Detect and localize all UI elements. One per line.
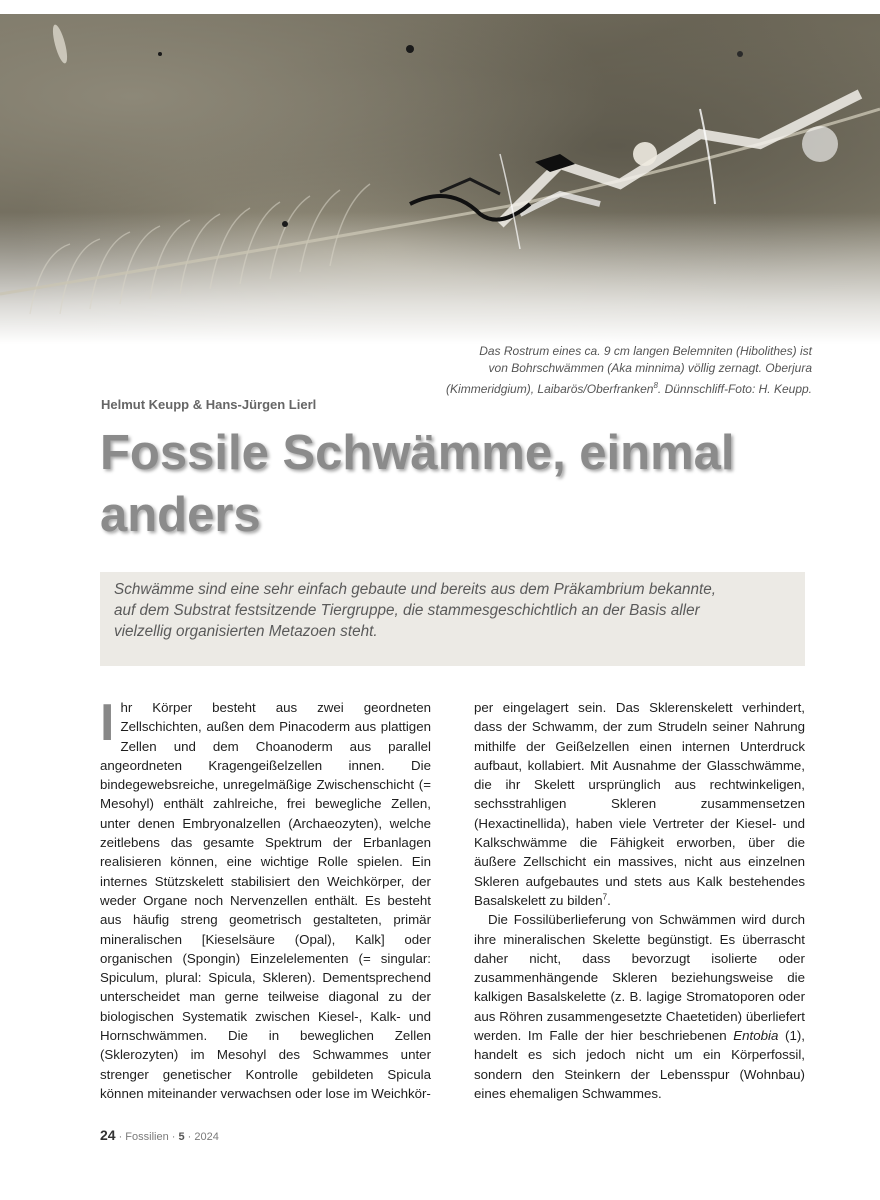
footnote-ref-7: 7 — [602, 892, 608, 902]
caption-line-1: Das Rostrum eines ca. 9 cm langen Belemniten (Hibolithes) ist — [479, 344, 812, 358]
issue-number: 5 — [178, 1131, 185, 1143]
photo-caption — [380, 343, 812, 398]
header-photo — [0, 14, 880, 344]
taxon-entobia: Entobia — [733, 1028, 779, 1044]
caption-line-3: (Kimmeridgium), Laibarös/Oberfranken$^8$. Dünnschliff-Foto: H. Keupp. — [446, 381, 812, 396]
belemnite-rostrum-image — [0, 14, 880, 344]
page-number: 24 — [100, 1127, 116, 1143]
lead-line-3: vielzellig organisierten Metazoen steht. — [114, 623, 378, 640]
body-paragraph-1-end: per eingelagert sein. Das Sklerenskelett verhindert, dass der Schwamm, der zum Strudeln seiner Nahrung mithilfe der Geißelzellen einen internen Unterdruck aufbaut, kollabiert. Mit Ausnahme der Glasschwämme, die ihr Skelett ursprünglich aus rechtwinkeligen, sechsstrahligen Skleren zusammensetzen (Hexactinellida), haben viele Vertreter der Kiesel- und Kalkschwämme die Fähigkeit erworben, über die äußere Zellschicht ein massives, nicht aus einzelnen Skleren aufgebautes und stets aus Kalk bestehendes Basalskelett zu bilden$^7$. — [474, 700, 805, 908]
figure-ref-1: (1) — [778, 1028, 802, 1044]
title-line-2: anders — [100, 488, 261, 542]
lead-line-1: Schwämme sind eine sehr einfach gebaute und bereits aus dem Präkambrium bekannte, — [114, 581, 717, 598]
body-paragraph-2: Die Fossilüberlieferung von Schwämmen wird durch ihre mineralischen Skelette begünstigt. Es überrascht daher nicht, dass bevorzugt isolierte oder zusammenhängende Skleren beziehungsweise die kalkigen Basalskelette (z. B. lagige Stromatoporen oder aus Röhren zusammengesetzte Chaetetiden) überliefert werden. Im Falle der hier beschriebenen Entobia (1), handelt es sich jedoch nicht um ein Körperfossil, sondern den Steinkern der Lebensspur (Wohnbau) eines ehemaligen Schwammes. — [474, 912, 805, 1101]
body-column-right — [474, 698, 805, 1103]
lead-line-2: auf dem Substrat festsitzende Tiergruppe, die stammesgeschichtlich an der Basis aller — [114, 602, 700, 619]
drop-cap: I — [100, 694, 115, 752]
title-line-1: Fossile Schwämme, einmal — [100, 426, 735, 480]
issue-year: · 2024 — [187, 1131, 219, 1143]
lead-box — [100, 572, 805, 666]
body-paragraph-1-start: Ihr Körper besteht aus zwei geordneten Zellschichten, außen dem Pinacoderm aus plattigen Zellen und dem Choanoderm aus parallel angeordneten Kragengeißelzellen innen. Die bindegewebsreiche, unregelmäßige Zwischenschicht (= Mesohyl) enthält zahlreiche, frei bewegliche Zellen, unter denen Embryonalzellen (Archaeozyten), welche zeitlebens das gesamte Spektrum der Erbanlagen realisieren können, eine wichtige Rolle spielen. Ein internes Stützskelett stabilisiert den Weichkörper, der weder Organe noch Nervenzellen enthält. Es besteht aus häufig streng geometrisch gestalteten, primär mineralischen [Kieselsäure (Opal), Kalk] oder organischen (Spongin) Einzelelementen (= singular: Spiculum, plural: Spicula, Skleren). Dementsprechend unterscheidet man gerne teilweise diagonal zu der biologischen Systematik zwischen Kiesel-, Kalk- und Hornschwämmen. Die in beweglichen Zellen (Sklerozyten) im Mesohyl des Schwammes unter strenger genetischer Kontrolle gebildeten Spicula können miteinander verwachsen oder lose im Weichkör- — [100, 694, 431, 1101]
page-footer — [100, 1127, 219, 1143]
journal-name: · Fossilien · — [118, 1131, 176, 1143]
authors: Helmut Keupp & Hans-Jürgen Lierl — [101, 397, 317, 412]
caption-line-2: von Bohrschwämmen (Aka minnima) völlig zernagt. Oberjura — [488, 361, 812, 375]
body-column-left — [100, 694, 431, 1103]
article-title — [100, 422, 800, 546]
